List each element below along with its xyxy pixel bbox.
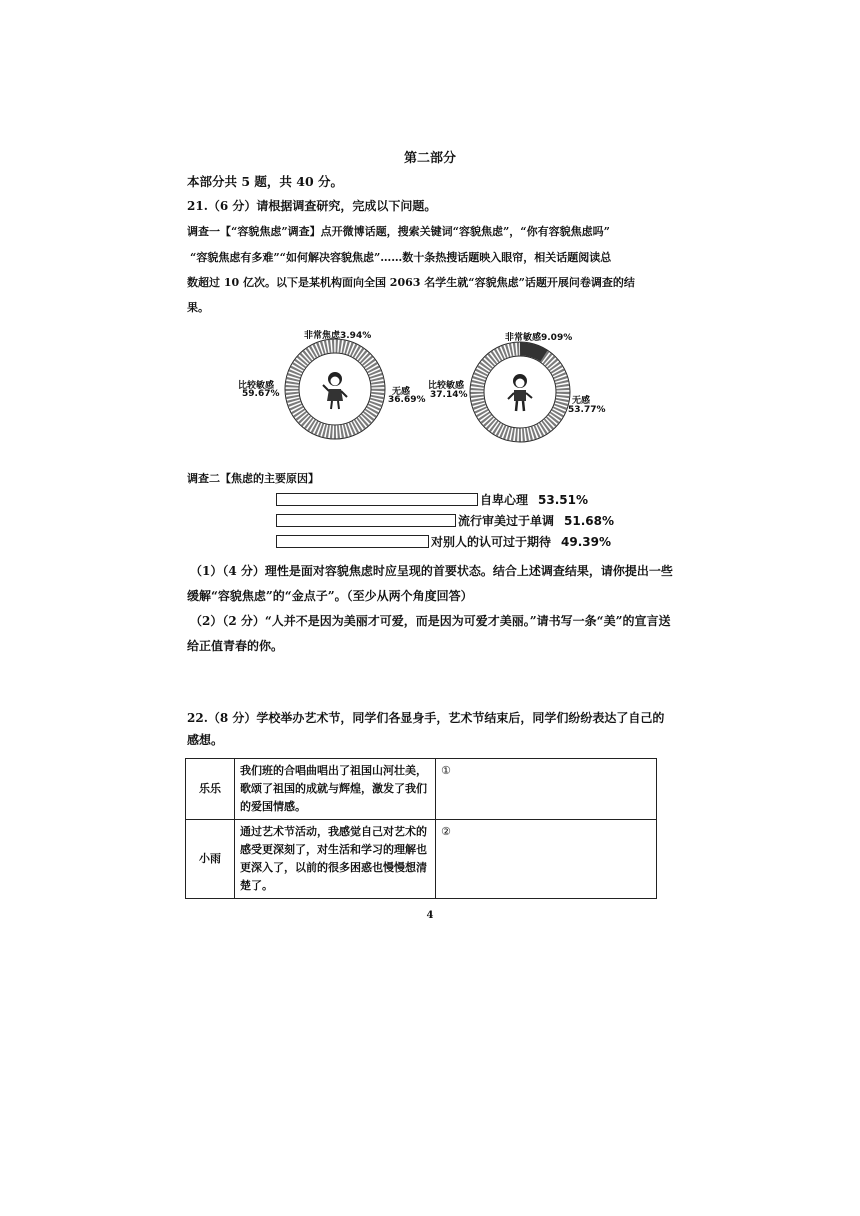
section-intro: 本部分共 5 题，共 40 分。 — [187, 174, 344, 189]
survey1-line: 调查一【“容貌焦虑”调查】点开微博话题，搜索关键词“容貌焦虑”，“你有容貌焦虑吗” — [187, 225, 610, 238]
chart-right-right-label: 无感 — [572, 396, 591, 406]
reason-bar-value: 51.68% — [564, 513, 614, 528]
reason-bar — [276, 493, 478, 506]
survey1-line: “容貌焦虑有多难”“如何解决容貌焦虑”……数十条热搜话题映入眼帘，相关话题阅读总 — [190, 251, 612, 264]
q21-sub2: （2）（2 分）“人并不是因为美丽才可爱，而是因为可爱才美丽。”请书写一条“美”的宣言送 — [190, 614, 671, 628]
student-name: 小雨 — [186, 820, 235, 899]
reason-bar-value: 53.51% — [538, 492, 588, 507]
chart-right-left-label: 比较敏感 — [428, 381, 465, 391]
q22-stem: 22.（8 分）学校举办艺术节，同学们各显身手，艺术节结束后，同学们纷纷表达了自己的 — [187, 711, 665, 725]
reason-bar-row — [276, 534, 611, 549]
survey2-title: 调查二【焦虑的主要原因】 — [187, 472, 319, 485]
page-number: 4 — [426, 910, 434, 921]
chart-left-right-label: 无感 — [392, 387, 411, 397]
q22-table — [185, 758, 657, 899]
chart-left-left-value: 59.67% — [242, 389, 280, 399]
q21-stem: 21.（6 分）请根据调查研究，完成以下问题。 — [187, 199, 437, 213]
donut-chart-right — [425, 325, 575, 450]
reason-bar — [276, 514, 456, 527]
reason-bar-value: 49.39% — [561, 534, 611, 549]
student-comment: 我们班的合唱曲唱出了祖国山河壮美，歌颂了祖国的成就与辉煌，激发了我们的爱国情感。 — [235, 759, 436, 820]
chart-right-right-value: 53.77% — [568, 405, 606, 415]
chart-left-top-label: 非常焦虑3.94% — [304, 331, 372, 341]
reason-bar — [276, 535, 429, 548]
student-comment: 通过艺术节活动，我感觉自己对艺术的感受更深刻了，对生活和学习的理解也更深入了，以前的很多困惑也慢慢想清楚了。 — [235, 820, 436, 899]
student-name: 乐乐 — [186, 759, 235, 820]
chart-left-right-value: 36.69% — [388, 395, 426, 405]
q22-stem: 感想。 — [187, 733, 224, 747]
reason-bar-label: 自卑心理 — [480, 493, 529, 507]
reason-bar-row — [276, 513, 614, 528]
chart-left-left-label: 比较敏感 — [238, 381, 275, 391]
section-title: 第二部分 — [403, 151, 456, 166]
reason-bar-label: 对别人的认可过于期待 — [431, 535, 552, 549]
reason-bar-row — [276, 492, 588, 507]
q21-sub1: 缓解“容貌焦虑”的“金点子”。（至少从两个角度回答） — [187, 589, 473, 603]
survey1-line: 果。 — [187, 301, 209, 314]
q21-sub2: 给正值青春的你。 — [187, 639, 284, 653]
answer-cell[interactable]: ② — [436, 820, 657, 899]
chart-right-left-value: 37.14% — [430, 390, 468, 400]
answer-cell[interactable]: ① — [436, 759, 657, 820]
table-row — [186, 759, 657, 820]
chart-right-top-label: 非常敏感9.09% — [505, 333, 573, 343]
q21-sub1: （1）（4 分）理性是面对容貌焦虑时应呈现的首要状态。结合上述调查结果，请你提出一些 — [190, 564, 673, 578]
survey1-line: 数超过 10 亿次。以下是某机构面向全国 2063 名学生就“容貌焦虑”话题开展问卷调查的结 — [187, 276, 635, 289]
reason-bar-label: 流行审美过于单调 — [458, 514, 555, 528]
table-row — [186, 820, 657, 899]
